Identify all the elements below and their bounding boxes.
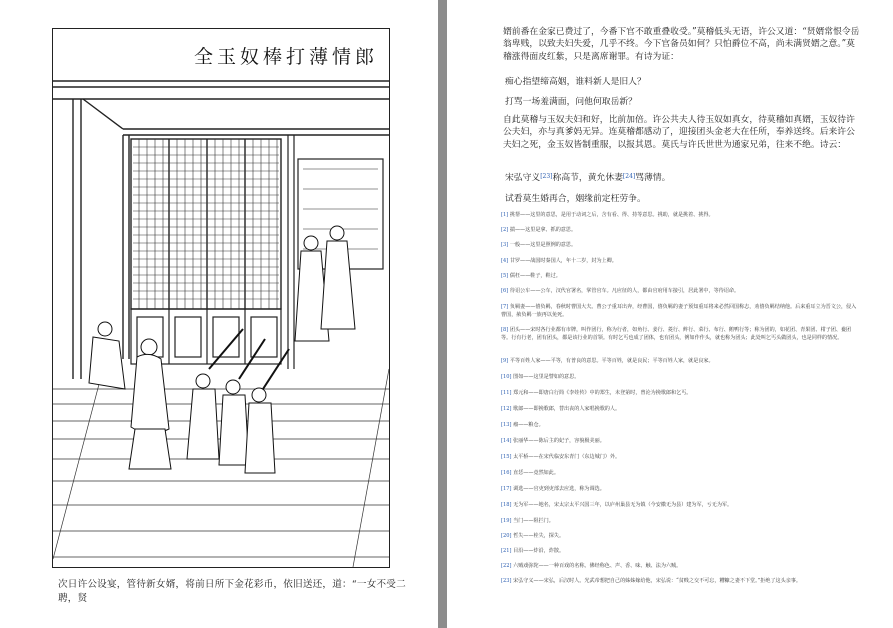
- left-page: [0, 0, 438, 628]
- footnote-number[interactable]: [17]: [501, 486, 512, 492]
- footnote-item: [501, 563, 861, 571]
- footnote-item: [501, 242, 861, 250]
- footnote-item: [501, 548, 861, 556]
- footnote-item: [501, 358, 861, 366]
- footnote-number[interactable]: [2]: [501, 227, 509, 233]
- footnote-item: [501, 486, 861, 494]
- footnote-text: 太平桥——在宋代临安东青门（东边城门）外。: [513, 454, 621, 460]
- footnote-item: [501, 454, 861, 462]
- footnote-item: [501, 406, 861, 414]
- verse-1: 痴心指望缔高姻，谁料新人是旧人？: [505, 77, 646, 87]
- footnote-item: [501, 502, 861, 510]
- footnote-item: [501, 518, 861, 526]
- footnote-number[interactable]: [7]: [501, 304, 509, 310]
- paragraph-1: 婿前番在金家已费过了，今番下官不敢重叠收受。”莫稽低头无语，许公又道：“贤婿常恨令岳翁卑贱，以致夫妇失爱，几乎不终。今下官备员如何？只怕爵位不高，尚未满贤婿之意。”莫稽涨得面皮红紫，只是离席谢罪。有诗为证：: [503, 27, 860, 62]
- footnote-number[interactable]: [16]: [501, 470, 512, 476]
- footnote-item: [501, 327, 861, 342]
- footnote-number[interactable]: [1]: [501, 212, 509, 218]
- footnote-text: 张丽华——陈后主的妃子，容貌极美丽。: [513, 438, 605, 444]
- illustration-title: 全玉奴棒打薄情郎: [193, 46, 378, 68]
- footnote-link-23[interactable]: [23]: [540, 173, 553, 180]
- footnote-text: 平等百姓人家——平等，有普良的意思。平等百姓，就是良民；平等百姓人家，就是良家。: [509, 358, 714, 364]
- footnote-text: 挑帮——这里的意思，是用于动词之后，含有看、得、持等意思。挑助，就是挑着、挑得。: [509, 212, 714, 218]
- footnote-text: 直恁——竟然如此。: [513, 470, 559, 476]
- paragraph-2: 自此莫稽与玉奴夫妇和好，比前加倍。许公共夫人待玉奴如真女，待莫稽如真婿，玉奴待许公夫妇，亦与真爹妈无异。连莫稽都感动了，迎接团头金老大在任所，奉养送终。后来许公夫妇之死，金玉奴皆制重服，以报其恩。莫氏与许氏世世为通家兄弟，往来不绝。诗云：: [503, 115, 855, 150]
- footnote-item: [501, 390, 861, 398]
- footnote-text: 歌郎——即挽歌郎，替出丧的人家唱挽歌的人。: [513, 406, 621, 412]
- footnote-number[interactable]: [13]: [501, 422, 512, 428]
- footnote-item: [501, 227, 861, 235]
- illustration-drawing: [53, 29, 389, 567]
- footnote-text: 六贼戏弥陀——一种百戏的名称。佛经称色、声、香、味、触、法为六贼。: [513, 563, 682, 569]
- footnote-number[interactable]: [12]: [501, 406, 512, 412]
- footnote-number[interactable]: [4]: [501, 258, 509, 264]
- footnote-text: 宋弘守义——宋弘，后汉时人。光武帝想把自己的姊姊嫁给他，宋弘说：“贫贱之交不可忘，糟糠之妻不下堂。”拒绝了这头亲事。: [513, 578, 802, 584]
- page-gutter: [438, 0, 447, 628]
- footnote-number[interactable]: [3]: [501, 242, 509, 248]
- footnote-text: 图如——这里是譬如的意思。: [513, 374, 580, 380]
- footnote-number[interactable]: [8]: [501, 327, 509, 333]
- footnote-number[interactable]: [22]: [501, 563, 512, 569]
- right-page: [447, 0, 893, 628]
- footnote-item: [501, 212, 861, 220]
- footnote-number[interactable]: [9]: [501, 358, 509, 364]
- footnote-number[interactable]: [15]: [501, 454, 512, 460]
- left-page-caption: 次日许公设宴，管待新女婿，将前日所下金花彩币，依旧送还，道：“一女不受二聘，贤: [58, 579, 406, 604]
- footnote-number[interactable]: [18]: [501, 502, 512, 508]
- footnote-text: 待诏公车——公车，汉代官署名，掌管官车。凡应征的人，都由官府用车接引，居此署中，等待诏命。: [509, 288, 740, 294]
- footnote-text: 甘罗——战国时秦国人，年十二岁，封为上卿。: [509, 258, 617, 264]
- footnote-number[interactable]: [11]: [501, 390, 512, 396]
- footnote-text: 儒枉——鞋子，鞋过。: [509, 273, 561, 279]
- footnote-number[interactable]: [19]: [501, 518, 512, 524]
- footnote-link-24[interactable]: [24]: [622, 173, 636, 180]
- footnote-number[interactable]: [6]: [501, 288, 509, 294]
- footnote-number[interactable]: [14]: [501, 438, 512, 444]
- footnote-item: [501, 258, 861, 266]
- verse-2: 打骂一场羞满面，问他何取岳新？: [505, 97, 637, 107]
- footnote-item: [501, 422, 861, 430]
- footnote-text: 哲失——栓失，探失。: [513, 533, 565, 539]
- footnote-number[interactable]: [23]: [501, 578, 512, 584]
- verse-3: [505, 170, 670, 183]
- footnote-number[interactable]: [5]: [501, 273, 509, 279]
- footnote-text: 揣——这里是拿、抓的意思。: [509, 227, 577, 233]
- footnote-text: 一般——这里是照例的意思。: [509, 242, 577, 248]
- footnote-text: 郑元和——即唐白行简《李娃传》中的郑生，未登第时，曾沦为挽歌郎和乞丐。: [513, 390, 692, 396]
- footnote-number[interactable]: [20]: [501, 533, 512, 539]
- footnote-item: [501, 273, 861, 281]
- verse-4: 试看莫生婚再合，姻缘前定枉劳争。: [505, 194, 646, 204]
- footnote-item: [501, 288, 861, 296]
- woodcut-illustration: [52, 28, 390, 568]
- footnote-number[interactable]: [21]: [501, 548, 512, 554]
- footnote-item: [501, 533, 861, 541]
- footnote-text: 当门——阻拦门。: [513, 518, 554, 524]
- footnote-item: [501, 470, 861, 478]
- footnote-text: 目沿——炸沿，炸散。: [513, 548, 565, 554]
- footnote-item: [501, 438, 861, 446]
- footnote-item: [501, 578, 861, 586]
- footnote-text: 负羁妻——僖负羁，春秋时曹国大夫。曹公子重耳出奔，经曹国，僖负羁的妻子预知重耳将来必然回国称志，劝僖负羁结纳他。后来重耳立为晋文公，侵入曹国，赦负羁一族再以免死。: [501, 304, 857, 318]
- footnote-text: 调选——官吏到吏部去应选，称为调选。: [513, 486, 605, 492]
- footnote-text: 瘤——粮仓。: [513, 422, 544, 428]
- footnote-item: [501, 374, 861, 382]
- footnote-text: 无为军——地名，宋太宗太平兴国三年，以庐州巢县无为镇（今安徽无为县）建为军，亏无为军。: [513, 502, 733, 508]
- verse-3-part-b: 称高节，黄允休妻: [552, 173, 623, 183]
- verse-3-part-a: 宋弘守义: [505, 173, 541, 183]
- footnote-text: 团头——宋时各行业都有市牌，叫作团行，称为行者，如角行、姜行、菱行、鲊行、菜行、布行、鹅鸭行等；称为团的，如花团、青果团、柑子团、鲞团等。行有行老，团有团头，都是该行业的首领。有时乞丐也成了团体，也有团头，例如作作头，就也称为团头；此处叫乞丐头做团头，也是同样的情况。: [501, 327, 852, 341]
- verse-3-part-c: 骂薄情。: [635, 173, 671, 183]
- footnote-number[interactable]: [10]: [501, 374, 512, 380]
- footnote-item: [501, 304, 861, 319]
